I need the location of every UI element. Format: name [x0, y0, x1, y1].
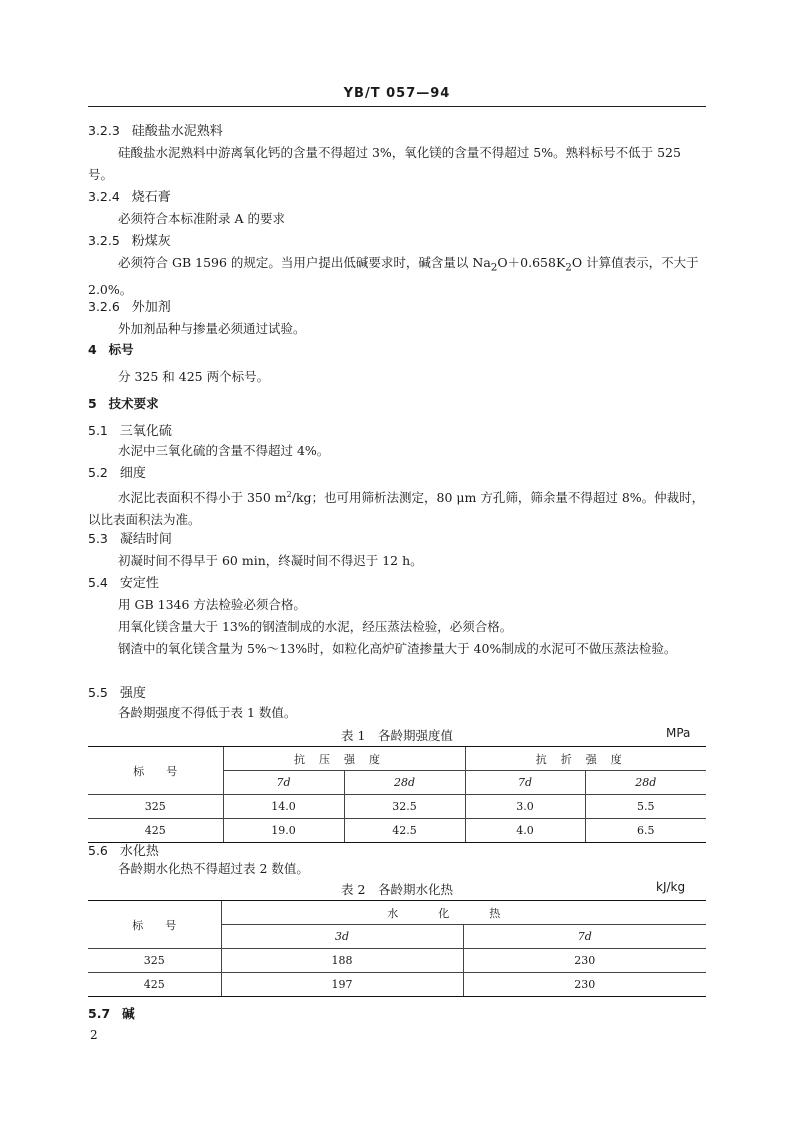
section-number: 3.2.6 [88, 299, 120, 314]
table-row [88, 795, 706, 819]
header-rule [88, 106, 706, 107]
table-2-caption: 表 2 各龄期水化热 [341, 882, 453, 897]
section-5-4-body-2: 用氧化镁含量大于 13%的钢渣制成的水泥，经压蒸法检验，必须合格。 [118, 619, 513, 634]
section-number: 3.2.5 [88, 233, 120, 248]
table-header-heat [221, 901, 706, 925]
section-5-2-body [88, 484, 708, 531]
section-5-3-body: 初凝时间不得早于 60 min，终凝时间不得迟于 12 h。 [118, 553, 423, 568]
section-5-3-heading [88, 528, 172, 547]
section-3-2-6-heading [88, 296, 171, 315]
table-header-grade: 标 号 [88, 901, 221, 949]
table-subheader: 28d [344, 771, 465, 795]
table-header-compressive [223, 747, 465, 771]
page-number: 2 [90, 1028, 98, 1042]
body-part: /kg；也可用筛析法测定，80 μm 方孔筛，筛余量不得超过 8%。仲裁时，以比表面积法为准。 [88, 490, 705, 528]
table-cell: 4.0 [465, 819, 585, 843]
table-cell: 42.5 [344, 819, 465, 843]
section-title: 安定性 [119, 576, 159, 591]
section-5-7-heading [88, 1004, 135, 1022]
section-title: 烧石膏 [131, 190, 171, 205]
section-title: 标号 [108, 342, 134, 357]
table-subheader: 7d [223, 771, 344, 795]
body-part: O＋0.658K [497, 255, 566, 270]
table-header-flexural [465, 747, 706, 771]
section-5-1-heading [88, 420, 172, 439]
section-number: 5.7 [88, 1006, 111, 1021]
section-number: 4 [88, 342, 97, 357]
section-5-2-heading [88, 462, 146, 481]
section-5-4-body-3: 钢渣中的氧化镁含量为 5%～13%时，如粒化高炉矿渣掺量大于 40%制成的水泥可不做压蒸法检验。 [118, 641, 677, 656]
table-subheader: 3d [221, 925, 463, 949]
section-5-4-body-1: 用 GB 1346 方法检验必须合格。 [118, 597, 306, 612]
table-cell: 32.5 [344, 795, 465, 819]
section-title: 三氧化硫 [119, 424, 172, 439]
table-header-grade: 标 号 [88, 747, 223, 795]
section-5-heading [88, 394, 159, 412]
subscript: 2 [490, 261, 498, 274]
section-5-5-body: 各龄期强度不得低于表 1 数值。 [118, 705, 297, 720]
table-row [88, 973, 706, 997]
section-5-4-heading [88, 572, 159, 591]
section-title: 硅酸盐水泥熟料 [131, 124, 223, 139]
section-3-2-3-body: 硅酸盐水泥熟料中游离氧化钙的含量不得超过 3%，氧化镁的含量不得超过 5%。熟料标号不低于 525 号。 [88, 145, 681, 182]
table-cell: 5.5 [585, 795, 706, 819]
body-part: O 计算值表示，不大于 2.0%。 [88, 255, 699, 297]
body-part: 必须符合 GB 1596 的规定。当用户提出低碱要求时，碱含量以 Na [118, 255, 491, 270]
section-3-2-4-body: 必须符合本标准附录 A 的要求 [118, 211, 285, 226]
superscript: 2 [286, 490, 292, 499]
section-3-2-3-heading [88, 120, 223, 139]
table-subheader: 7d [463, 925, 706, 949]
section-title: 碱 [122, 1006, 135, 1021]
section-3-2-5-body [88, 252, 708, 301]
section-number: 5.2 [88, 465, 108, 480]
table-cell: 230 [463, 949, 706, 973]
section-5-5-heading [88, 682, 146, 701]
section-3-2-4-heading [88, 186, 171, 205]
section-title: 凝结时间 [119, 532, 172, 547]
section-5-6-heading [88, 840, 159, 859]
document-code-header: YB/T 057—94 [343, 86, 451, 101]
body-part: 水泥比表面积不得小于 350 m [118, 490, 287, 506]
table-cell: 425 [88, 819, 223, 843]
section-number: 3.2.4 [88, 189, 120, 204]
section-title: 水化热 [119, 844, 159, 859]
section-title: 外加剂 [131, 300, 171, 315]
table-cell: 197 [221, 973, 463, 997]
section-number: 3.2.3 [88, 123, 120, 138]
section-number: 5.6 [88, 843, 108, 858]
table-1-unit: MPa [666, 726, 691, 740]
table-subheader: 28d [585, 771, 706, 795]
table-cell: 230 [463, 973, 706, 997]
section-4-heading [88, 340, 134, 358]
section-5-1-body: 水泥中三氧化硫的含量不得超过 4%。 [118, 443, 330, 458]
subscript: 2 [565, 261, 572, 274]
strength-table [88, 746, 706, 843]
table-2-unit: kJ/kg [656, 880, 686, 894]
table-cell: 325 [88, 949, 221, 973]
table-cell: 325 [88, 795, 223, 819]
table-cell: 19.0 [223, 819, 344, 843]
section-number: 5.1 [88, 423, 108, 438]
table-cell: 14.0 [223, 795, 344, 819]
table-header-heat-label: 水化热 [387, 906, 541, 920]
section-3-2-5-heading [88, 230, 171, 249]
table-cell: 425 [88, 973, 221, 997]
section-title: 技术要求 [108, 396, 159, 411]
section-number: 5.4 [88, 575, 108, 590]
table-cell: 6.5 [585, 819, 706, 843]
table-1-caption: 表 1 各龄期强度值 [341, 728, 453, 743]
table-header-flexural-label: 抗折强度 [535, 752, 636, 766]
section-title: 强度 [119, 686, 146, 701]
section-title: 粉煤灰 [131, 234, 171, 249]
section-number: 5 [88, 396, 97, 411]
section-4-body: 分 325 和 425 两个标号。 [118, 369, 270, 384]
table-row [88, 819, 706, 843]
table-cell: 3.0 [465, 795, 585, 819]
section-title: 细度 [119, 466, 146, 481]
table-cell: 188 [221, 949, 463, 973]
section-number: 5.3 [88, 531, 108, 546]
table-subheader: 7d [465, 771, 585, 795]
section-3-2-6-body: 外加剂品种与掺量必须通过试验。 [118, 321, 306, 336]
section-5-6-body: 各龄期水化热不得超过表 2 数值。 [118, 861, 309, 876]
table-header-compressive-label: 抗压强度 [294, 752, 394, 766]
table-row [88, 949, 706, 973]
section-number: 5.5 [88, 685, 108, 700]
hydration-heat-table [88, 900, 706, 997]
